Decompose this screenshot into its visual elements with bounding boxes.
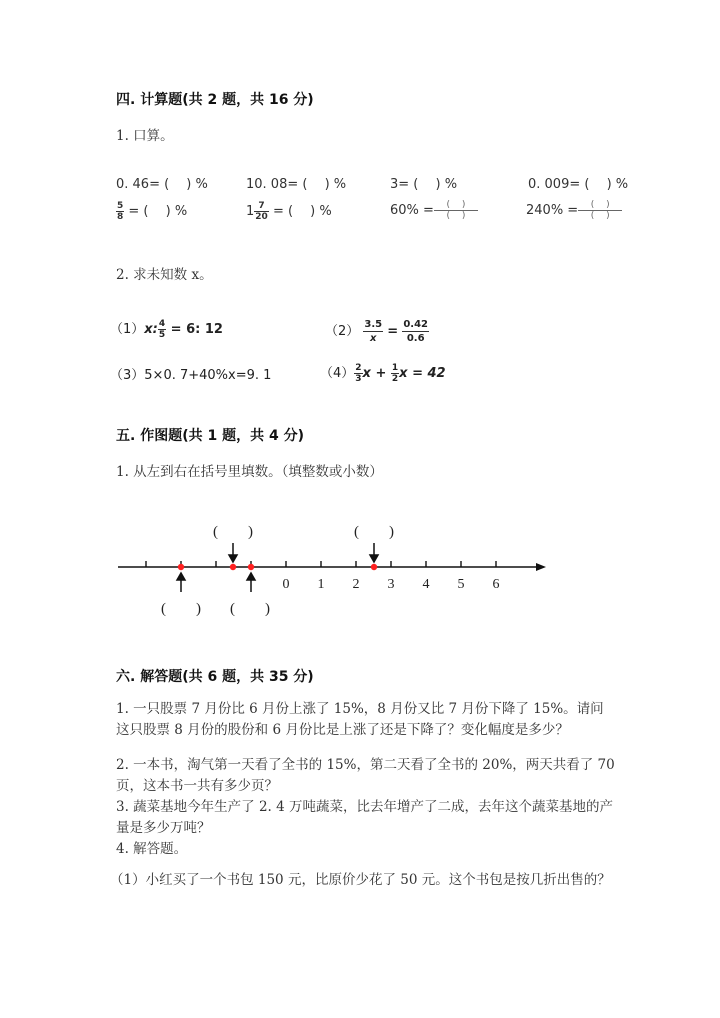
svg-text:5: 5 <box>457 577 465 592</box>
blank-top-2: ( ) <box>354 524 394 540</box>
equation-4: （4） $\frac{2}{3}$ x + $\frac{1}{2}$ x = 42 <box>320 363 446 384</box>
blank-fraction: $\frac{( )}{( )}$ <box>578 200 622 221</box>
problem-6-2: 2. 一本书，淘气第一天看了全书的 15%，第二天看了全书的 20%，两天共看了 70 页，这本书一共有多少页？ <box>116 757 615 794</box>
question-4-1-label: 1. 口算。 <box>116 128 174 144</box>
problem-6-4: 4. 解答题。 <box>116 841 188 857</box>
oral-calc-1: 0. 46= ( ) % <box>116 177 208 192</box>
oral-calc-4: 0. 009= ( ) % <box>528 177 629 192</box>
question-5-1-label: 1. 从左到右在括号里填数。（填整数或小数） <box>116 464 383 480</box>
question-4-2-label: 2. 求未知数 x。 <box>116 267 213 283</box>
fraction: $\frac{5}{8}$ <box>117 201 124 222</box>
oral-calc-2: 10. 08= ( ) % <box>246 177 347 192</box>
fraction: $\frac{7}{20}$ <box>255 201 268 222</box>
fraction: $\frac{2}{3}$ <box>355 363 362 384</box>
equation-3: （3）5×0. 7+40%x=9. 1 <box>110 368 272 383</box>
problem-6-3: 3. 蔬菜基地今年生产了 2. 4 万吨蔬菜，比去年增产了二成，去年这个蔬菜基地的产量是多少万吨？ <box>116 799 614 836</box>
number-line-diagram <box>0 510 720 620</box>
fraction: $\frac{0.42}{0.6}$ <box>403 319 429 344</box>
svg-text:2: 2 <box>352 577 360 592</box>
section-4-title: 四. 计算题(共 2 题，共 16 分) <box>116 92 314 108</box>
section-5-title: 五. 作图题(共 1 题，共 4 分) <box>116 428 304 444</box>
blank-fraction: $\frac{( )}{( )}$ <box>434 200 478 221</box>
fraction: $\frac{4}{5}$ <box>158 319 166 340</box>
blank-bottom-2: ( ) <box>230 601 270 617</box>
svg-text:4: 4 <box>422 577 430 592</box>
svg-text:6: 6 <box>492 577 500 592</box>
oral-calc-8: 240% = $\frac{( )}{( )}$ <box>526 200 622 221</box>
svg-text:3: 3 <box>387 577 395 592</box>
fraction: $\frac{1}{2}$ <box>391 363 399 384</box>
svg-text:0: 0 <box>282 577 290 592</box>
oral-calc-6: 1 $\frac{7}{20}$ = ( ) % <box>246 201 332 222</box>
problem-6-1: 1. 一只股票 7 月份比 6 月份上涨了 15%，8 月份又比 7 月份下降了 15%。请问这只股票 8 月份的股份和 6 月份比是上涨了还是下降了？变化幅度是多少？ <box>116 701 604 738</box>
blank-top-1: ( ) <box>213 524 253 540</box>
problem-6-4-1: （1）小红买了一个书包 150 元，比原价少花了 50 元。这个书包是按几折出售的？ <box>110 872 611 888</box>
equation-1: （1）x: $\frac{4}{5}$ = 6: 12 <box>110 319 223 340</box>
svg-text:1: 1 <box>317 577 325 592</box>
oral-calc-5: $\frac{5}{8}$ = ( ) % <box>117 201 188 222</box>
oral-calc-7: 60% = $\frac{( )}{( )}$ <box>390 200 478 221</box>
section-6-title: 六. 解答题(共 6 题，共 35 分) <box>116 669 314 685</box>
blank-bottom-1: ( ) <box>161 601 201 617</box>
equation-2: （2） $\frac{3.5}{x}$ = $\frac{0.42}{0.6}$ <box>325 319 429 344</box>
fraction: $\frac{3.5}{x}$ <box>364 319 383 344</box>
oral-calc-3: 3= ( ) % <box>390 177 458 192</box>
